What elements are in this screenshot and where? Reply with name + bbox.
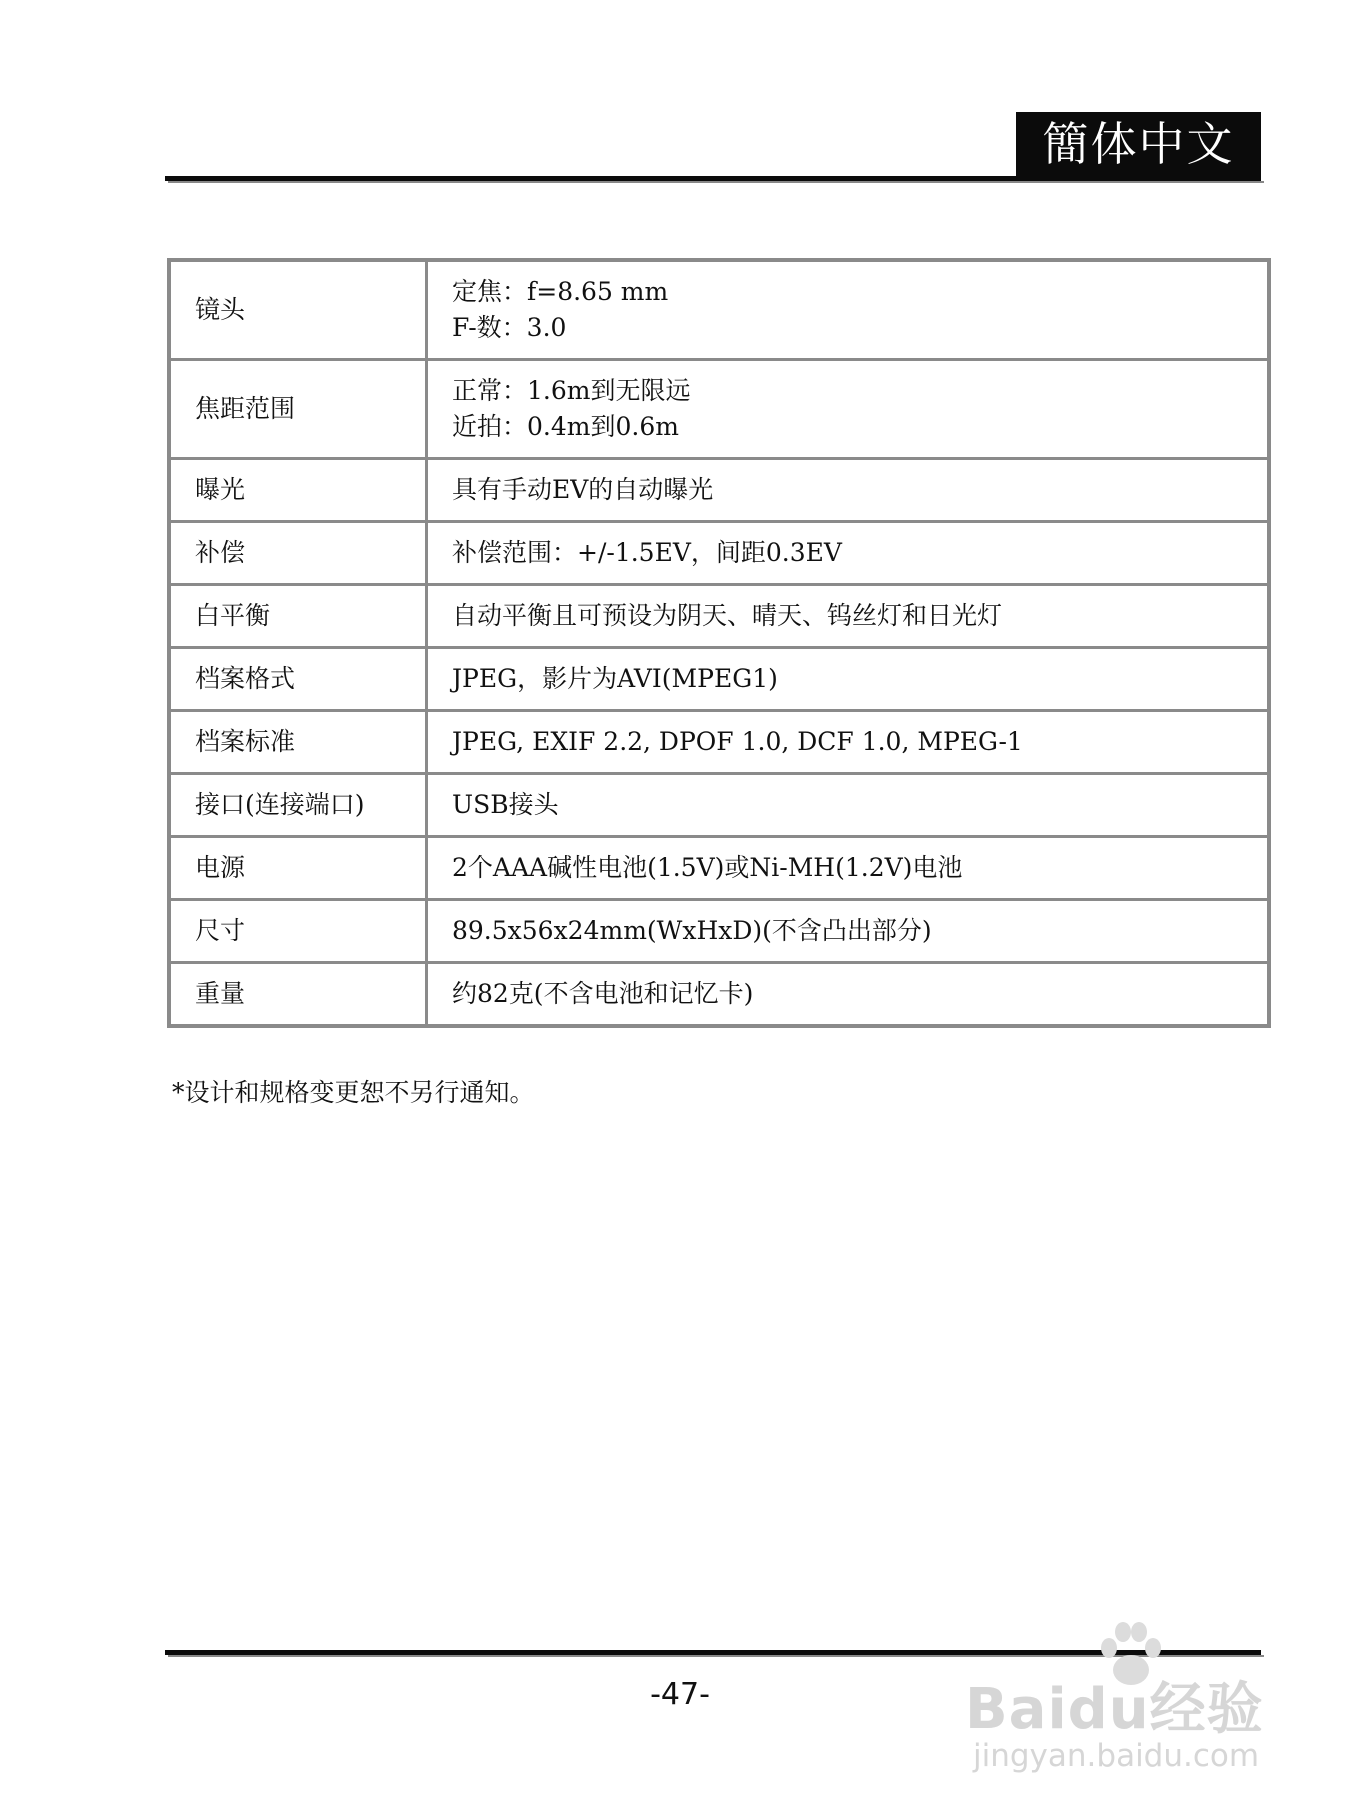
spec-value (427, 585, 1270, 648)
spec-label: 档案标准 (169, 711, 427, 774)
spec-value-line: JPEG, EXIF 2.2, DPOF 1.0, DCF 1.0, MPEG-1 (452, 727, 1023, 756)
spec-label: 尺寸 (169, 900, 427, 963)
spec-value-line: 定焦：f=8.65 mm (452, 277, 669, 306)
table-row (169, 522, 1269, 585)
spec-value-line: 近拍：0.4m到0.6m (452, 412, 679, 441)
spec-value (427, 837, 1270, 900)
table-row (169, 963, 1269, 1027)
spec-value-line: 约82克(不含电池和记忆卡) (452, 979, 754, 1008)
spec-value-line: 自动平衡且可预设为阴天、晴天、钨丝灯和日光灯 (452, 601, 1003, 630)
table-row (169, 900, 1269, 963)
spec-value (427, 648, 1270, 711)
watermark-brand: Baidu经验 (965, 1677, 1264, 1742)
spec-label: 焦距范围 (169, 360, 427, 459)
spec-label: 曝光 (169, 459, 427, 522)
table-row (169, 774, 1269, 837)
header-rule-shadow (168, 181, 1264, 183)
spec-label: 镜头 (169, 260, 427, 360)
spec-value (427, 522, 1270, 585)
spec-value-line: 具有手动EV的自动曝光 (452, 475, 714, 504)
table-row (169, 648, 1269, 711)
table-row (169, 711, 1269, 774)
spec-label: 电源 (169, 837, 427, 900)
spec-label: 白平衡 (169, 585, 427, 648)
spec-value (427, 711, 1270, 774)
spec-label: 重量 (169, 963, 427, 1027)
spec-value (427, 260, 1270, 360)
spec-value-line: USB接头 (452, 790, 559, 819)
page-number: -47- (650, 1677, 710, 1712)
table-row (169, 360, 1269, 459)
table-row (169, 837, 1269, 900)
spec-value-line: F-数：3.0 (452, 313, 567, 342)
spec-label: 档案格式 (169, 648, 427, 711)
spec-value (427, 900, 1270, 963)
spec-value (427, 360, 1270, 459)
spec-value-line: 89.5x56x24mm(WxHxD)(不含凸出部分) (452, 916, 932, 945)
table-row (169, 585, 1269, 648)
table-row (169, 260, 1269, 360)
table-row (169, 459, 1269, 522)
specifications-table (167, 258, 1271, 1028)
spec-value-line: JPEG，影片为AVI(MPEG1) (452, 664, 778, 693)
spec-label: 接口(连接端口) (169, 774, 427, 837)
language-badge: 簡体中文 (1016, 112, 1261, 176)
watermark-url: jingyan.baidu.com (973, 1738, 1260, 1774)
spec-value (427, 963, 1270, 1027)
spec-label: 补偿 (169, 522, 427, 585)
footnote: *设计和规格变更恕不另行通知。 (172, 1078, 535, 1107)
spec-value-line: 正常：1.6m到无限远 (452, 376, 691, 405)
spec-value (427, 459, 1270, 522)
spec-value-line: 补偿范围：+/-1.5EV，间距0.3EV (452, 538, 842, 567)
spec-value-line: 2个AAA碱性电池(1.5V)或Ni-MH(1.2V)电池 (452, 853, 963, 882)
spec-value (427, 774, 1270, 837)
baidu-watermark (965, 1620, 1295, 1780)
